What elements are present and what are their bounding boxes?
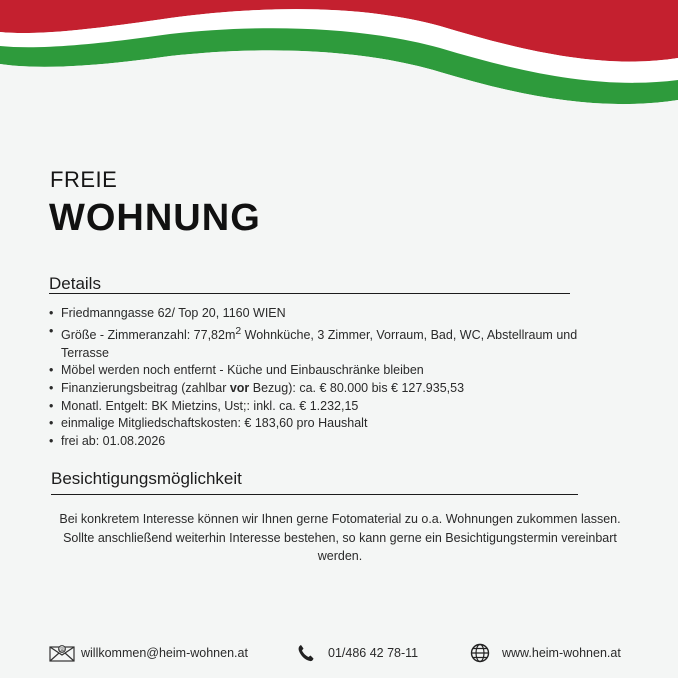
detail-item-size: [61, 323, 581, 363]
globe-icon: [470, 643, 490, 663]
detail-item-finance: [61, 380, 581, 398]
details-list: [49, 305, 581, 451]
email-link[interactable]: willkommen@heim-wohnen.at: [81, 646, 248, 660]
detail-bold: vor: [229, 380, 250, 395]
detail-text: Wohnküche, 3 Zimmer, Vorraum, Bad, WC, Abstellraum und Terrasse: [61, 327, 578, 360]
flag-waves-decoration: [0, 0, 678, 150]
detail-item-furniture: [61, 362, 581, 380]
details-heading: Details: [49, 274, 101, 293]
website-link[interactable]: www.heim-wohnen.at: [502, 646, 621, 660]
detail-item-address: [61, 305, 581, 323]
detail-text: einmalige Mitgliedschaftskosten: € 183,60 pro Haushalt: [61, 416, 368, 431]
detail-item-monthly: [61, 398, 581, 416]
viewing-divider: [51, 494, 578, 495]
phone-number[interactable]: 01/486 42 78-11: [328, 646, 419, 660]
phone-icon: [298, 644, 314, 662]
detail-text: frei ab: 01.08.2026: [61, 434, 166, 449]
footer-phone[interactable]: [298, 642, 418, 664]
envelope-at-icon: [49, 644, 75, 662]
detail-text: Friedmanngasse 62/ Top 20, 1160 WIEN: [61, 306, 286, 320]
detail-item-membership: [61, 415, 581, 433]
detail-text: Möbel werden noch entfernt - Küche und Einbauschränke bleiben: [61, 363, 424, 378]
superscript: 2: [235, 325, 242, 337]
detail-text: Bezug): ca. € 80.000 bis € 127.935,53: [249, 380, 465, 395]
details-divider: [49, 293, 570, 294]
viewing-paragraph: Sollte anschließend weiterhin Interesse bestehen, so kann gerne ein Besichtigungstermin vereinbart werden.: [63, 530, 617, 563]
viewing-heading: Besichtigungsmöglichkeit: [51, 469, 242, 488]
detail-text: Monatl. Entgelt: BK Mietzins, Ust;: inkl. ca. € 1.232,15: [61, 398, 359, 413]
detail-text: Größe - Zimmeranzahl: 77,82m: [61, 327, 236, 342]
title-line2: WOHNUNG: [49, 197, 261, 239]
footer-email[interactable]: [49, 642, 248, 664]
detail-item-available: [61, 433, 581, 451]
footer-website[interactable]: [470, 642, 621, 664]
title-line1: FREIE: [50, 167, 118, 192]
svg-text:@: @: [59, 647, 65, 653]
detail-text: Finanzierungsbeitrag (zahlbar: [61, 380, 230, 395]
viewing-paragraph: Bei konkretem Interesse können wir Ihnen gerne Fotomaterial zu o.a. Wohnungen zukommen lassen.: [59, 512, 621, 526]
viewing-text: [40, 510, 640, 566]
